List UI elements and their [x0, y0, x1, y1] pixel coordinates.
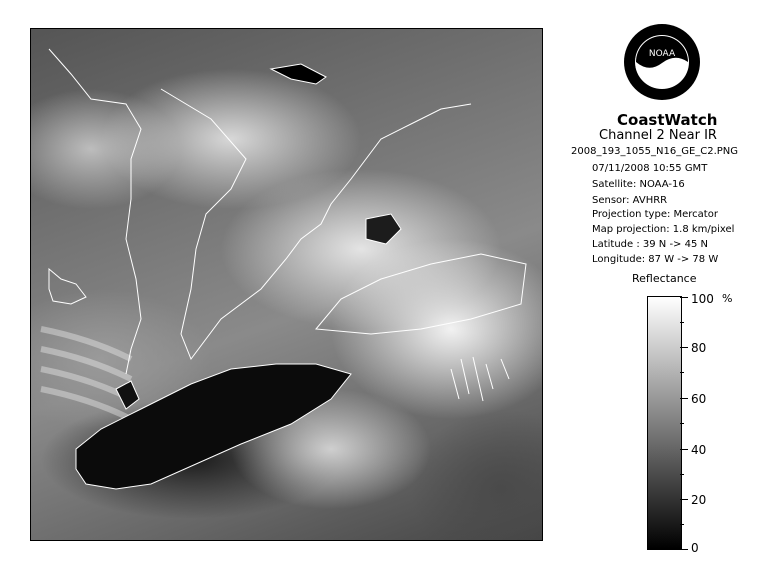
coastline-overlay [31, 29, 543, 541]
lake-michigan-shoreline [49, 49, 141, 374]
colorbar-tick-label: 0 [691, 541, 699, 555]
colorbar-minor-tick [680, 524, 684, 525]
colorbar-minor-tick [680, 372, 684, 373]
reflectance-colorbar [647, 296, 682, 550]
colorbar-tick [680, 549, 688, 550]
sensor-label: Sensor: AVHRR [592, 195, 668, 206]
map-projection-label: Map projection: 1.8 km/pixel [592, 224, 735, 235]
satellite-label: Satellite: NOAA-16 [592, 179, 685, 190]
green-bay-shoreline [49, 269, 86, 304]
latitude-label: Latitude : 39 N -> 45 N [592, 239, 708, 250]
lake-ontario-shoreline [316, 254, 526, 334]
colorbar-tick [680, 347, 688, 348]
product-subtitle: Channel 2 Near IR [599, 128, 717, 143]
island-outline [271, 64, 326, 84]
colorbar-tick-label: 60 [691, 392, 707, 406]
cloud-streaks [41, 329, 131, 419]
colorbar-unit: % [722, 292, 733, 305]
lake-huron-shoreline [161, 89, 471, 359]
colorbar-tick-label: 20 [691, 493, 707, 507]
colorbar-title: Reflectance [632, 272, 697, 285]
noaa-logo-text: NOAA [648, 49, 676, 59]
satellite-image [30, 28, 543, 541]
lake-erie-shoreline [76, 364, 351, 489]
noaa-logo [623, 23, 701, 101]
projection-type-label: Projection type: Mercator [592, 209, 718, 220]
filename-label: 2008_193_1055_N16_GE_C2.PNG [571, 146, 739, 157]
datetime-label: 07/11/2008 10:55 GMT [592, 163, 708, 174]
colorbar-tick-label: 40 [691, 443, 707, 457]
colorbar-tick-label: 100 [691, 292, 714, 306]
colorbar-tick [680, 449, 688, 450]
product-title: CoastWatch [617, 111, 718, 129]
colorbar-minor-tick [680, 423, 684, 424]
lake-st-clair-outline [116, 381, 139, 409]
colorbar-tick [680, 297, 688, 298]
longitude-label: Longitude: 87 W -> 78 W [592, 254, 719, 265]
colorbar-minor-tick [680, 322, 684, 323]
finger-lakes [451, 357, 509, 401]
colorbar-tick [680, 398, 688, 399]
small-lake-outline [366, 214, 401, 244]
colorbar-tick [680, 499, 688, 500]
colorbar-tick-label: 80 [691, 341, 707, 355]
colorbar-minor-tick [680, 474, 684, 475]
